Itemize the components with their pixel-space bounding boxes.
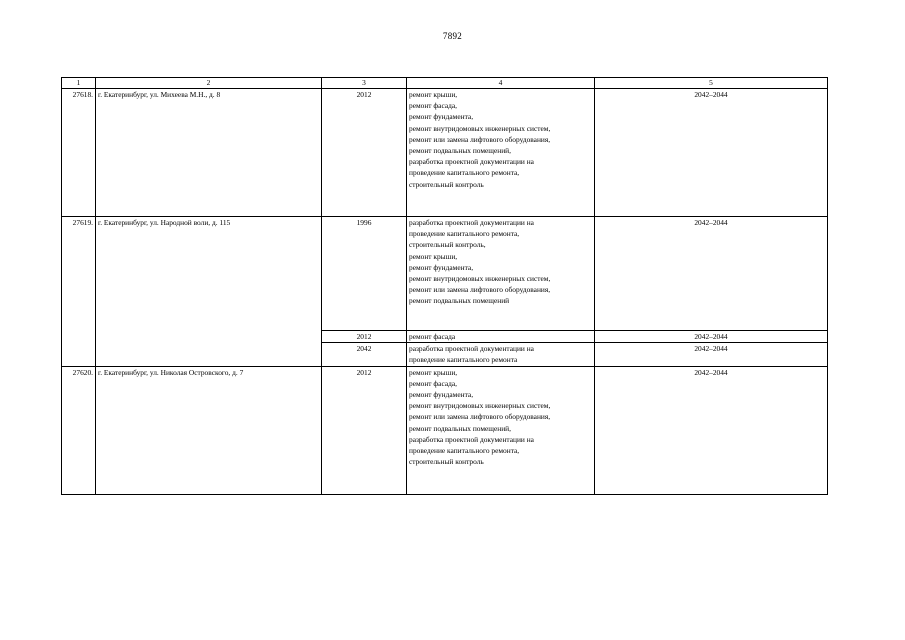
work-item: проведение капитального ремонта — [409, 355, 518, 365]
work-item: ремонт или замена лифтового оборудования, — [409, 412, 551, 422]
repair-period: 2042–2044 — [595, 366, 828, 494]
column-header: 4 — [407, 78, 595, 89]
repair-period: 2042–2044 — [595, 89, 828, 217]
work-item: разработка проектной документации на — [409, 157, 534, 167]
entry-address: г. Екатеринбург, ул. Народной воли, д. 115 — [96, 217, 322, 367]
work-item: ремонт внутридомовых инженерных систем, — [409, 274, 551, 284]
work-item: ремонт или замена лифтового оборудования, — [409, 285, 551, 295]
capital-repair-table — [61, 77, 828, 495]
construction-year: 2012 — [322, 89, 407, 217]
work-item: проведение капитального ремонта, — [409, 446, 520, 456]
work-item: разработка проектной документации на — [409, 434, 534, 444]
work-item: разработка проектной документации на — [409, 344, 534, 354]
construction-year: 2012 — [322, 366, 407, 494]
work-list — [407, 89, 595, 217]
work-item: ремонт фундамента, — [409, 262, 474, 272]
work-item: строительный контроль, — [409, 240, 486, 250]
work-item: ремонт внутридомовых инженерных систем, — [409, 123, 551, 133]
column-header: 1 — [62, 78, 96, 89]
construction-year: 1996 — [322, 217, 407, 331]
work-list — [407, 343, 595, 366]
work-item: ремонт крыши, — [409, 90, 458, 99]
entry-number: 27618. — [62, 89, 96, 217]
repair-period: 2042–2044 — [595, 217, 828, 331]
entry-address: г. Екатеринбург, ул. Михеева М.Н., д. 8 — [96, 89, 322, 217]
work-item: проведение капитального ремонта, — [409, 229, 520, 239]
work-item: ремонт подвальных помещений — [409, 296, 510, 306]
work-item: ремонт крыши, — [409, 251, 458, 261]
work-item: ремонт крыши, — [409, 367, 458, 377]
work-item: ремонт фундамента, — [409, 390, 474, 400]
table-row — [62, 366, 828, 494]
work-item: ремонт фасада — [409, 332, 456, 341]
entry-number: 27619. — [62, 217, 96, 367]
repair-period: 2042–2044 — [595, 343, 828, 366]
work-list — [407, 366, 595, 494]
construction-year: 2012 — [322, 331, 407, 343]
work-item: разработка проектной документации на — [409, 218, 534, 227]
entry-number: 27620. — [62, 366, 96, 494]
column-header: 5 — [595, 78, 828, 89]
work-item: ремонт внутридомовых инженерных систем, — [409, 401, 551, 411]
work-item: строительный контроль — [409, 457, 484, 467]
work-item: проведение капитального ремонта, — [409, 168, 520, 178]
work-item: строительный контроль — [409, 179, 484, 189]
work-item: ремонт фасада, — [409, 378, 457, 388]
table-row — [62, 217, 828, 331]
table-row — [62, 89, 828, 217]
work-list — [407, 217, 595, 331]
work-item: ремонт фундамента, — [409, 112, 474, 122]
page-number: 7892 — [442, 31, 463, 41]
work-list — [407, 331, 595, 343]
column-header-row — [62, 78, 828, 89]
work-item: ремонт подвальных помещений, — [409, 146, 511, 156]
work-item: ремонт фасада, — [409, 101, 457, 111]
entry-address: г. Екатеринбург, ул. Николая Островского, д. 7 — [96, 366, 322, 494]
column-header: 2 — [96, 78, 322, 89]
column-header: 3 — [322, 78, 407, 89]
construction-year: 2042 — [322, 343, 407, 366]
work-item: ремонт подвальных помещений, — [409, 423, 511, 433]
repair-period: 2042–2044 — [595, 331, 828, 343]
work-item: ремонт или замена лифтового оборудования, — [409, 134, 551, 144]
